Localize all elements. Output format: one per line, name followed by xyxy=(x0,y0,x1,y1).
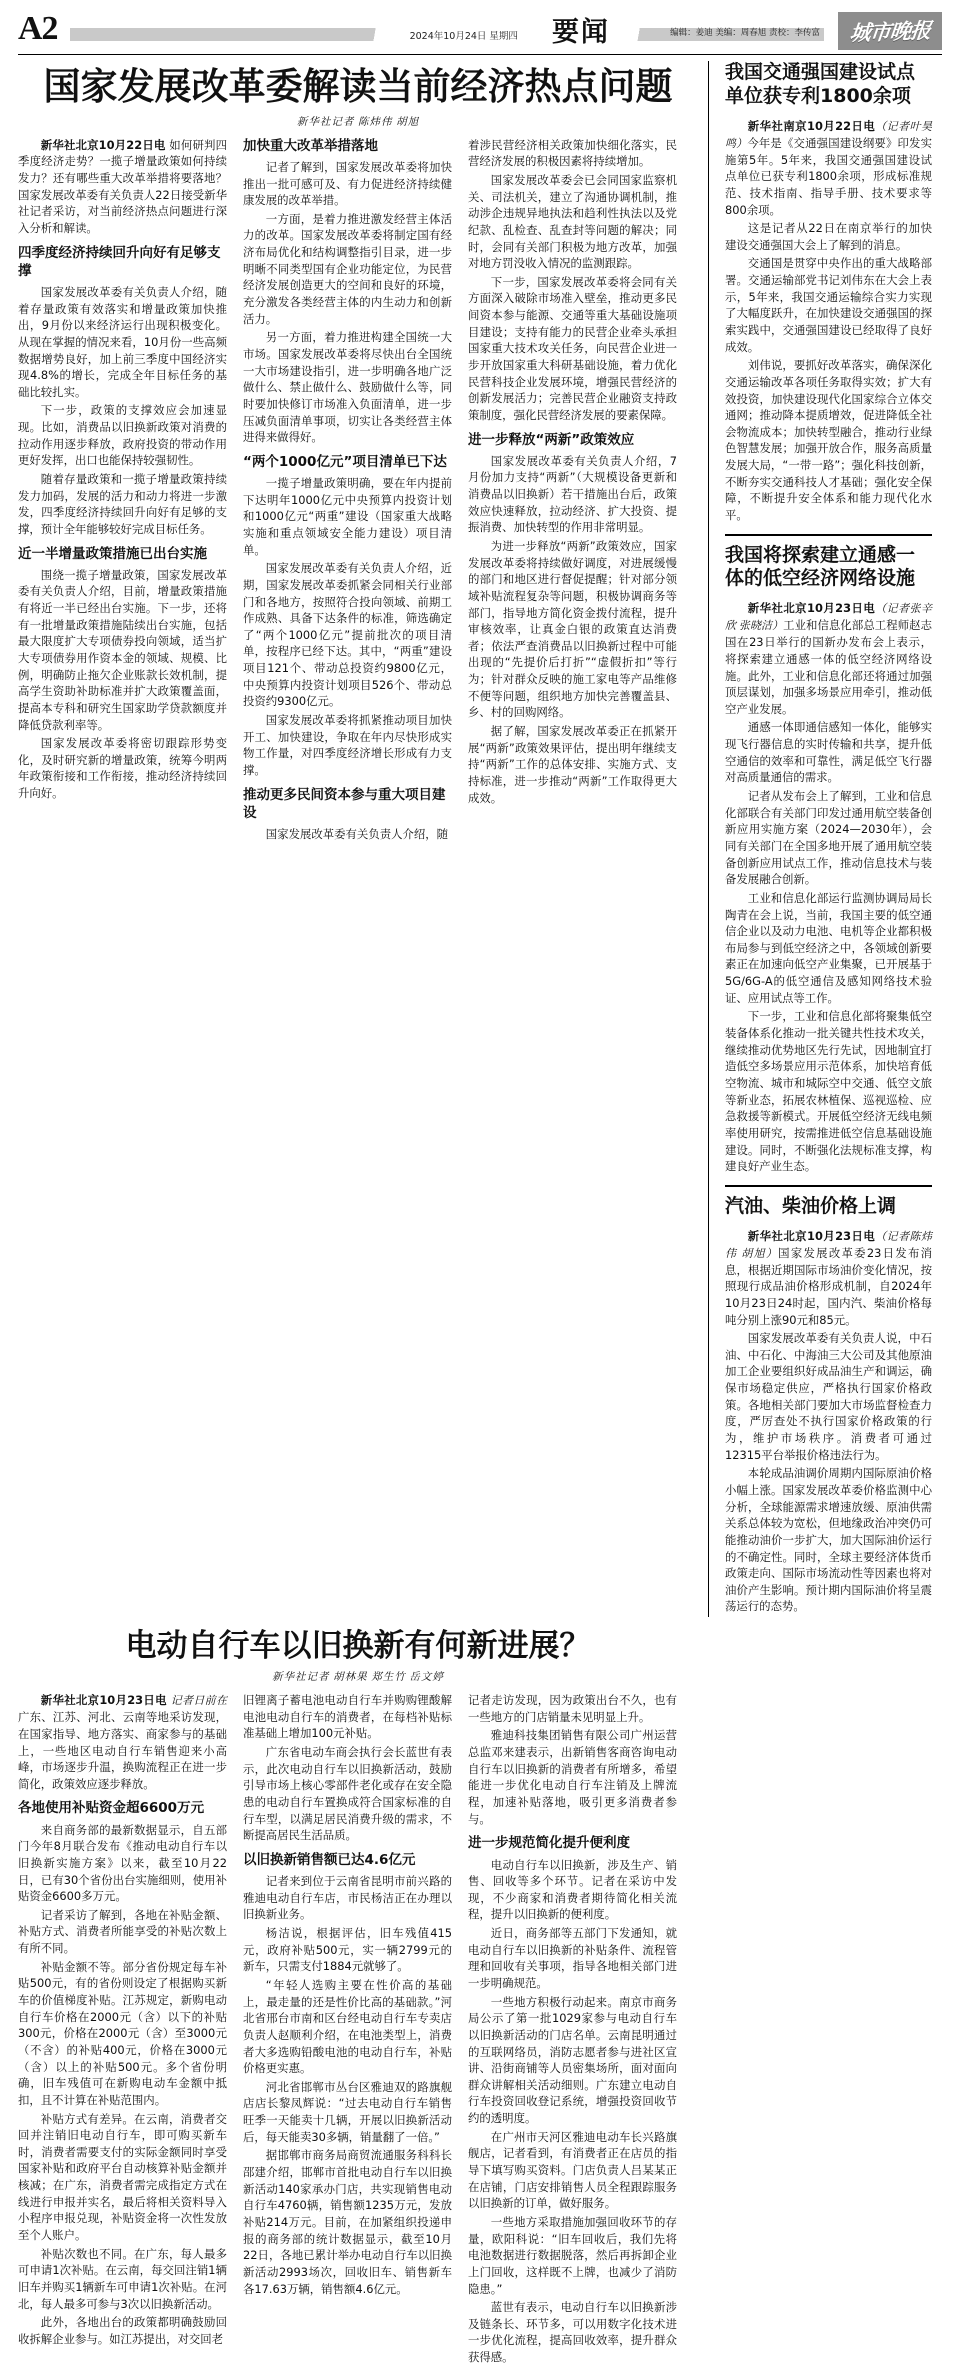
paragraph: “年轻人选购主要在性价高的基础上，最走量的还是性价比高的基础款。”河北省邢台市南和区台经电动自行车专卖店负责人赵顺利介绍，在电池类型上，消费者大多选购铅酸电池的电动自行车，补贴价格更实惠。 xyxy=(243,1978,452,2076)
paragraph: 下一步，工业和信息化部将聚集低空装备体系化推动一批关键共性技术攻关，继续推动优势地区先行先试，因地制宜打造低空多场景应用示范体系，加快培育低空物流、城市和城际空中交通、低空文旅等新业态，拓展农林植保、巡视巡检、应急救援等新模式。开展低空经济无线电频率使用研究，按需推进低空信息基础设施建设。同时，不断强化法规标准支撑，构建良好产业生态。 xyxy=(725,1009,932,1174)
right-rail xyxy=(708,61,932,1617)
bike-col-1 xyxy=(18,1692,227,2368)
side-headline: 我国交通强国建设试点单位获专利1800余项 xyxy=(725,61,916,107)
dateline: 新华社北京10月23日电 xyxy=(747,1228,876,1243)
masthead-rule-left xyxy=(70,28,400,41)
side-headline: 汽油、柴油价格上调 xyxy=(725,1194,897,1217)
paragraph: 通感一体即通信感知一体化，能够实现飞行器信息的实时传输和共享，提升低空通信的效率和可靠性，满足低空飞行器对高质量通信的需求。 xyxy=(725,720,932,785)
paragraph: 记者从发布会上了解到，工业和信息化部联合有关部门印发过通用航空装备创新应用实施方案（2024—2030年），会同有关部门在全国多地开展了通用航空装备创新应用试点工作，推动信息技术与装备发展融合创新。 xyxy=(725,789,932,887)
lead-text: 如何研判四季度经济走势？一揽子增量政策如何持续发力？还有哪些重大改革举措将要落地？国家发展改革委有关负责人22日接受新华社记者采访，对当前经济热点问题进行深入分析和解读。 xyxy=(18,137,227,235)
paragraph: 工业和信息化部运行监测协调局局长陶青在会上说，当前，我国主要的低空通信企业以及动力电池、电机等企业都积极布局参与到低空经济之中，各领域创新要素正在加速向低空产业集聚，已开展基于5G/6G-A的低空通信及感知网络技术验证、应用试点等工作。 xyxy=(725,890,932,1005)
paragraph: 来自商务部的最新数据显示，自五部门今年8月联合发布《推动电动自行车以旧换新实施方案》以来，截至10月22日，已有30个省份出台实施细则，使用补贴资金6600多万元。 xyxy=(18,1822,227,1904)
paragraph: 广东省电动车商会执行会长蓝世有表示，此次电动自行车以旧换新活动，鼓励引导市场上核心零部件老化或存在安全隐患的电动自行车置换成符合国家标准的自行车型，以满足居民消费升级的需求，不断提高居民生活品质。 xyxy=(243,1745,452,1843)
paragraph: 本轮成品油调价周期内国际原油价格小幅上涨。国家发展改革委价格监测中心分析，全球能源需求增速放缓、原油供需关系总体较为宽松，但地缘政治冲突仍可能推动油价一步扩大，加大国际油价运行的不确定性。同时，全球主要经济体货币政策走向、国际市场流动性等因素也将对油价产生影响。预计期内国际油价将呈震荡运行的态势。 xyxy=(725,1466,932,1614)
side-article-fuelprice xyxy=(725,1195,932,1615)
paragraph: 一揽子增量政策明确，要在年内提前下达明年1000亿元中央预算内投资计划和1000亿元“两重”建设（国家重大战略实施和重点领域安全能力建设）项目清单。 xyxy=(243,476,452,557)
paragraph: 蓝世有表示，电动自行车以旧换新涉及链条长、环节多，可以用数字化技术进一步优化流程，提高回收效率，提升群众获得感。 xyxy=(468,2300,677,2365)
paragraph: 补贴方式有差异。在云南，消费者交回并注销旧电动自行车，即可购买新车时，消费者需要支付的实际金额同时享受国家补贴和政府平台自动核算补贴金额并核减；在广东，消费者需完成指定方式在线进行申报并实名，最后将相关资料导入小程序申报兑现，补贴资金将一次性发放至个人账户。 xyxy=(18,2111,227,2243)
paragraph: 国家发展改革委将密切跟踪形势变化，及时研究新的增量政策，统筹今明两年政策衔接和工作衔接，推动经济持续回升向好。 xyxy=(18,736,227,801)
paragraph: 国家发展改革委将抓紧推动项目加快开工、加快建设，争取在年内尽快形成实物工作量，对四季度经济增长形成有力支撑。 xyxy=(243,712,452,777)
paragraph: 此外，各地出台的政策都明确鼓励回收拆解企业参与。如江苏提出，对交回老 xyxy=(18,2315,227,2346)
bike-byline: 新华社记者 胡林果 郑生竹 岳文婷 xyxy=(272,1672,444,1684)
paragraph: 围绕一揽子增量政策，国家发展改革委有关负责人介绍，目前，增量政策措施有将近一半已经出台实施。下一步，还将有一批增量政策措施陆续出台实施，包括最大限度扩大专项债券投向领域，适当扩大专项债券用作资本金的领域、规模、比例，明确防止拖欠企业账款长效机制，提高学生资助补助标准并扩大政策覆盖面，提高本专科和研究生国家助学贷款额度并降低贷款利率等。 xyxy=(18,567,227,732)
bike-col-3 xyxy=(468,1692,677,2368)
paragraph: 河北省邯郸市丛台区雅迪双的路旗舰店店长黎凤辉说：“过去电动自行车销售旺季一天能卖十几辆，开展以旧换新活动后，每天能卖30多辆，销量翻了一倍。” xyxy=(243,2079,452,2144)
paragraph: 另一方面，着力推进构建全国统一大市场。国家发展改革委将尽快出台全国统一大市场建设指引，进一步明确各地广泛做什么、禁止做什么、鼓励做什么等，同时要加快修订市场准入负面清单，进一步压减负面清单事项，切实让各类经营主体进得来做得好。 xyxy=(243,330,452,445)
paragraph: 据邯郸市商务局商贸流通服务科科长邵建介绍，邯郸市首批电动自行车以旧换新活动140家承办门店，共实现销售电动自行车4760辆，销售额1235万元，发放补贴214万元。目前，在加紧组织投递申报的商务部的统计数据显示，截至10月22日，各地已累计举办电动自行车以旧换新活动2993场次，回收旧车、销售新车各17.63万辆，销售额4.6亿元。 xyxy=(243,2148,452,2296)
paragraph: 记者来到位于云南省昆明市前兴路的雅迪电动自行车店，市民杨洁正在办理以旧换新业务。 xyxy=(243,1874,452,1922)
bike-article xyxy=(18,1623,698,2368)
paragraph: 国家发展改革委有关负责人介绍，随 xyxy=(265,826,449,841)
main-headline: 国家发展改革委解读当前经济热点问题 xyxy=(43,65,673,108)
masthead xyxy=(18,0,942,52)
main-article-columns xyxy=(18,137,698,845)
paragraph: 这是记者从22日在南京举行的加快建设交通强国大会上了解到的消息。 xyxy=(725,221,932,252)
lead-text: 工业和信息化部总工程师赵志国在23日举行的国新办发布会上表示，将探索建立通感一体的低空经济网络设施。此外，工业和信息化部还将通过加强顶层谋划，加强多场景应用牵引，推动低空产业发展。 xyxy=(725,618,932,716)
reporter-credit: 记者日前在 xyxy=(170,1695,228,1708)
paragraph xyxy=(725,118,932,219)
main-col-1 xyxy=(18,137,227,845)
main-col-3 xyxy=(468,137,677,845)
side-article-lowaltitude xyxy=(725,544,932,1175)
masthead-divider xyxy=(18,54,942,55)
paragraph xyxy=(18,137,227,237)
paragraph: 交通国是贯穿中央作出的重大战略部署。交通运输部党书记刘伟东在大会上表示，5年来，我国交通运输综合实力实现了大幅度跃升，在加快建设交通强国的探索实践中，交通强国建设已经取得了良好成效。 xyxy=(725,256,932,354)
paragraph: 刘伟说，要抓好改革落实，确保深化交通运输改革各项任务取得实效；扩大有效投资，加快建设现代化国家综合立体交通网；推动降本提质增效，促进降低全社会物流成本；加快转型融合，推动行业绿色智慧发展；加强开放合作，服务高质量发展大局，“一带一路”；强化科技创新，不断夯实交通科技人才基础；强化安全保障，不断提升安全体系和能力现代化水平。 xyxy=(725,358,932,523)
lower-right-spacer xyxy=(708,1623,932,2368)
side-divider-1 xyxy=(725,534,932,536)
subheading: “两个1000亿元”项目清单已下达 xyxy=(243,453,447,470)
subheading: 进一步释放“两新”政策效应 xyxy=(468,431,635,448)
subheading: 进一步规范简化提升便利度 xyxy=(468,1835,630,1852)
lead-text: 今年是《交通强国建设纲要》印发实施第5年。5年来，我国交通强国建设试点单位已获专利1800余项，形成标准规范、技术指南、指导手册、技术要求等800余项。 xyxy=(725,135,932,217)
paragraph: 国家发展改革委会已会同国家监察机关、司法机关，建立了沟通协调机制，推动涉企违规异地执法和趋利性执法以及党纪款、乱检查、乱查封等问题的解决；同时，会同有关部门积极为地方改革，加强对地方罚没收入情况的监测跟踪。 xyxy=(468,172,677,271)
masthead-rule-right xyxy=(634,28,824,41)
paragraph xyxy=(725,600,932,717)
subheading: 近一半增量政策措施已出台实施 xyxy=(18,545,207,562)
paragraph xyxy=(725,1228,932,1329)
paragraph: 电动自行车以旧换新，涉及生产、销售、回收等多个环节。记者在采访中发现，不少商家和消费者期待简化相关流程，提升以旧换新的便利度。 xyxy=(468,1857,677,1922)
newspaper-logo xyxy=(838,12,942,50)
side-article-transport xyxy=(725,61,932,524)
paragraph: 旧锂离子蓄电池电动自行车并购购锂酸解电池电动自行车的消费者，在每档补贴标准基础上增加100元补贴。 xyxy=(243,1693,452,1741)
paragraph: 据了解，国家发展改革委正在抓紧开展“两新”政策效果评估，提出明年继续支持“两新”工作的总体安排、实施方式、支持标准，进一步推动“两新”工作取得更大成效。 xyxy=(468,724,677,805)
paragraph: 补贴次数也不同。在广东，每人最多可申请1次补贴。在云南，每交回注销1辆旧车并购买1辆新车可申请1次补贴。在河北，每人最多可参与3次以旧换新活动。 xyxy=(18,2246,227,2311)
paragraph: 着涉民营经济相关政策加快细化落实，民营经济发展的积极因素将持续增加。 xyxy=(468,137,677,169)
subheading: 四季度经济持续回升向好有足够支撑 xyxy=(18,244,221,279)
dateline: 新华社北京10月22日电 xyxy=(40,137,166,152)
paragraph: 在广州市天河区雅迪电动车长兴路旗舰店，记者看到，有消费者正在店员的指导下填写购买资料。门店负责人吕某某正在店铺，门店安排销售人员全程跟踪服务以旧换新的订单，做好服务。 xyxy=(468,2129,677,2211)
subheading: 各地使用补贴资金超6600万元 xyxy=(18,1800,205,1817)
main-byline: 新华社记者 陈炜伟 胡旭 xyxy=(296,116,420,128)
reporter-credit: （记者陈炜伟 胡旭） xyxy=(725,1230,933,1260)
paragraph: 为进一步释放“两新”政策效应，国家发展改革委将持续做好调度，对进展缓慢的部门和地区进行督促提醒；针对部分领域补贴流程复杂等问题，积极协调商务等部门，指导地方简化资金拨付流程，提升审核效率，让真金白银的政策直达消费者；依法严查消费品以旧换新过程中可能出现的“先提价后打折”“虚假折扣”等行为；针对群众反映的施工家电等产品维修不便等问题，组织地方加快完善覆盖县、乡、村的回购网络。 xyxy=(468,539,677,720)
section-title: 要闻 xyxy=(551,16,610,48)
issue-date: 2024年10月24日 星期四 xyxy=(409,31,518,42)
paragraph xyxy=(18,1692,227,1792)
paragraph: 随着存量政策和一揽子增量政策持续发力加码，发展的活力和动力将进一步激发，四季度经济持续回升向好有足够的支撑，预计全年能够较好完成目标任务。 xyxy=(18,472,227,536)
bike-headline: 电动自行车以旧换新有何新进展？ xyxy=(125,1628,591,1665)
reporter-credit: （记者张辛欣 张晓洁） xyxy=(725,603,933,633)
paragraph: 记者了解到，国家发展改革委将加快推出一批可感可及、有力促进经济持续健康发展的改革举措。 xyxy=(243,159,452,208)
subheading: 加快重大改革举措落地 xyxy=(243,137,378,154)
paragraph: 国家发展改革委有关负责人说，中石油、中石化、中海油三大公司及其他原油加工企业要组织好成品油生产和调运，确保市场稳定供应，严格执行国家价格政策。各地相关部门要加大市场监督检查力度，严厉查处不执行国家价格政策的行为，维护市场秩序。消费者可通过12315平台举报价格违法行为。 xyxy=(725,1331,932,1462)
dateline: 新华社北京10月23日电 xyxy=(747,601,876,616)
reporter-credit: （记者叶昊鸣） xyxy=(725,120,933,150)
top-area xyxy=(18,61,942,1617)
lower-area xyxy=(18,1623,942,2368)
paragraph: 国家发展改革委有关负责人介绍，随着存量政策有效落实和增量政策加快推出，9月份以来经济运行出现积极变化。从现在掌握的情况来看，10月份一些高频数据增势良好，加上前三季度中国经济实现4.8%的增长，完成全年目标任务的基础比较扎实。 xyxy=(18,284,227,399)
paragraph: 下一步，国家发展改革委将会同有关方面深入破除市场准入壁垒，推动更多民间资本参与能源、交通等重大基础设施项目建设；支持有能力的民营企业牵头承担国家重大技术攻关任务，向民营企业进一步开放国家重大科研基础设施，着力优化民营科技企业发展环境，增强民营经济的创新发展活力；完善民营企业融资支持政策制度，强化民营经济发展的要素保障。 xyxy=(468,274,677,422)
subheading: 推动更多民间资本参与重大项目建设 xyxy=(243,786,446,821)
dateline: 新华社南京10月22日电 xyxy=(747,118,876,133)
side-divider-2 xyxy=(725,1185,932,1187)
subheading: 以旧换新销售额已达4.6亿元 xyxy=(243,1851,416,1868)
paragraph: 国家发展改革委有关负责人介绍，近期，国家发展改革委抓紧会同相关行业部门和各地方，按照符合投向领域、前期工作成熟、具备下达条件的标准，筛选确定了“两个1000亿元”提前批次的项目清单，按程序已经下达。其中，“两重”建设项目121个、带动总投资约9800亿元，中央预算内投资计划项目526个、带动总投资约9300亿元。 xyxy=(243,561,452,709)
paragraph: 国家发展改革委有关负责人介绍，7月份加力支持“两新”（大规模设备更新和消费品以旧换新）若干措施出台后，政策效应快速释放，拉动经济、扩大投资、提振消费、加快转型的作用非常明显。 xyxy=(468,453,677,535)
bike-col-2 xyxy=(243,1692,452,2368)
main-col-2 xyxy=(243,137,452,845)
paragraph: 记者走访发现，因为政策出台不久，也有一些地方的门店销量未见明显上升。 xyxy=(468,1693,677,1724)
lead-text: 广东、江苏、河北、云南等地采访发现，在国家指导、地方落实、商家参与的基础上，一些地区电动自行车销售迎来小高峰，市场逐步升温，换购流程正在进一步简化，政策效应逐步释放。 xyxy=(18,1710,227,1791)
paragraph: 近日，商务部等五部门下发通知，就电动自行车以旧换新的补贴条件、流程管理和回收有关事项，指导各地相关部门进一步明确规范。 xyxy=(468,1926,677,1990)
paragraph: 一些地方积极行动起来。南京市商务局公示了第一批1029家参与电动自行车以旧换新活动的门店名单。云南昆明通过的互联网络员，消防志愿者参与进社区宣讲、沿街商铺等人员密集场所，面对面向群众讲解相关活动细则。广东建立电动自行车投资回收登记系统，增强投资回收节约的透明度。 xyxy=(468,1994,677,2126)
edition-credits: 编辑：姜迪 美编：周春旭 责校：李传富 xyxy=(670,27,820,38)
paragraph: 下一步，政策的支撑效应会加速显现。比如，消费品以旧换新政策对消费的拉动作用逐步释放，政府投资的带动作用更好发挥，出口也能保持较强韧性。 xyxy=(18,403,227,468)
bike-article-columns xyxy=(18,1692,698,2368)
main-article xyxy=(18,61,698,1617)
paragraph: 雅迪科技集团销售有限公司广州运营总监邓来建表示，出新销售客商咨询电动自行车以旧换新的消费者有所增多，希望能进一步优化电动自行车注销及上牌流程，加速补贴落地，吸引更多消费者参与。 xyxy=(468,1728,677,1826)
paragraph: 记者采访了解到，各地在补贴金额、补贴方式、消费者所能享受的补贴次数上有所不同。 xyxy=(18,1907,227,1956)
paragraph: 一些地方采取措施加强回收环节的存量，欧阳科说：“旧车回收后，我们先将电池数据进行数据脱落，然后再拆卸企业上门回收，这样既不上牌，也减少了消防隐患。” xyxy=(468,2214,677,2296)
newspaper-logo-text: 城市晚报 xyxy=(848,18,932,46)
paragraph: 杨洁说，根据评估，旧车残值415元，政府补贴500元，实一辆2799元的新车，只需支付1884元就够了。 xyxy=(243,1926,452,1974)
page-folio: A2 xyxy=(18,10,58,47)
lead-text: 国家发展改革委23日发布消息，根据近期国际市场油价变化情况，按照现行成品油价格形成机制，自2024年10月23日24时起，国内汽、柴油价格每吨分别上涨90元和85元。 xyxy=(725,1245,933,1327)
paragraph: 补贴金额不等。部分省份规定每车补贴500元，有的省份则设定了根据购买新车的价值梯度补贴。江苏规定，新购电动自行车价格在2000元（含）以下的补贴300元，价格在2000元（含）至3000元（不含）的补贴400元，价格在3000元（含）以上的补贴500元。多个省份明确，旧车残值可在新购电动车金额中抵扣，且不计算在补贴范围内。 xyxy=(18,1959,227,2107)
paragraph: 一方面，是着力推进激发经营主体活力的改革。国家发展改革委将制定国有经济布局优化和结构调整指引目录，进一步明晰不同类型国有企业功能定位，为民营经济发展创造更大的空间和良好的环境，充分激发各类经营主体的内生动力和创新活力。 xyxy=(243,211,452,326)
side-headline: 我国将探索建立通感一体的低空经济网络设施 xyxy=(725,543,916,590)
dateline: 新华社北京10月23日电 xyxy=(40,1693,167,1708)
